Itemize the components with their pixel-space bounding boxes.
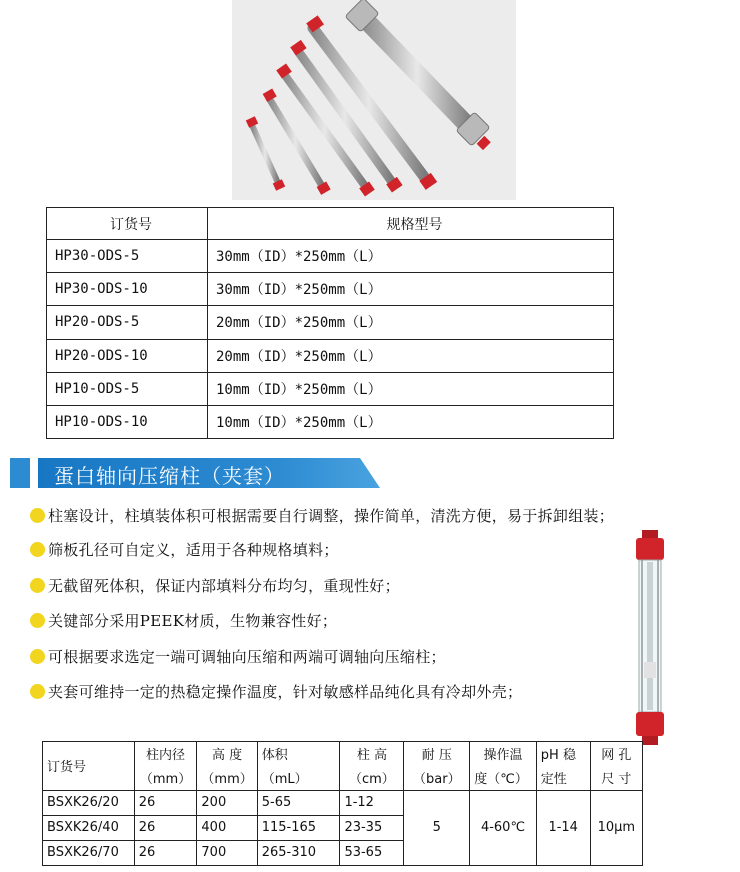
header-volume: 体积: [257, 742, 340, 766]
header-mesh: 网 孔: [590, 742, 642, 766]
table-row: [47, 405, 614, 438]
feature-text: 柱塞设计，柱填装体积可根据需要自行调整，操作简单，清洗方便，易于拆卸组装；: [48, 507, 615, 525]
bullet-dot-icon: [30, 542, 45, 557]
header-column-height: 柱 高: [340, 742, 404, 766]
cell-height: 700: [197, 840, 257, 865]
cell-volume: 265-310: [257, 840, 340, 865]
bullet-dot-icon: [30, 613, 45, 628]
header-spec-model: 规格型号: [208, 208, 614, 240]
cell-spec: 10mm（ID）*250mm（L）: [208, 405, 614, 438]
cell-column-height: 53-65: [340, 840, 404, 865]
feature-text: 关键部分采用PEEK材质，生物兼容性好；: [48, 612, 338, 630]
list-item: [30, 575, 400, 597]
cell-ph: 1-14: [536, 790, 590, 865]
table-row: [47, 273, 614, 306]
spec-table-header: [47, 208, 614, 240]
columns-illustration: [232, 0, 516, 200]
columns-product-photo: [232, 0, 516, 200]
cell-mesh: 10μm: [590, 790, 642, 865]
header-pressure: 耐 压: [404, 742, 470, 766]
list-item: [30, 539, 339, 561]
header-inner-diameter: 柱内径: [134, 742, 197, 766]
cell-spec: 10mm（ID）*250mm（L）: [208, 372, 614, 405]
cell-order-number: HP10-ODS-5: [47, 372, 208, 405]
jacketed-column-photo: [626, 530, 678, 745]
bullet-dot-icon: [30, 508, 45, 523]
cell-column-height: 23-35: [340, 815, 404, 840]
table-row: [47, 240, 614, 273]
cell-spec: 30mm（ID）*250mm（L）: [208, 273, 614, 306]
cell-order-number: HP10-ODS-10: [47, 405, 208, 438]
header-ph: pH 稳: [536, 742, 590, 766]
unit-ph: 定性: [536, 766, 590, 790]
cell-temperature: 4-60℃: [470, 790, 537, 865]
cell-volume: 5-65: [257, 790, 340, 815]
header-temperature: 操作温: [470, 742, 537, 766]
bullet-dot-icon: [30, 578, 45, 593]
feature-text: 夹套可维持一定的热稳定操作温度，针对敏感样品纯化具有冷却外壳；: [48, 683, 523, 701]
cell-spec: 30mm（ID）*250mm（L）: [208, 240, 614, 273]
column-4: [290, 40, 402, 193]
column-5: [306, 15, 437, 190]
cell-order-number: HP30-ODS-10: [47, 273, 208, 306]
table-row: [47, 372, 614, 405]
header-height: 高 度: [197, 742, 257, 766]
unit-volume: （mL）: [257, 766, 340, 790]
cell-order-number: HP20-ODS-5: [47, 306, 208, 339]
table-row: [47, 306, 614, 339]
unit-column-height: （cm）: [340, 766, 404, 790]
bullet-dot-icon: [30, 649, 45, 664]
spec-table: [46, 207, 614, 439]
unit-inner-diameter: （mm）: [134, 766, 197, 790]
cell-order-number: BSXK26/40: [43, 815, 135, 840]
cell-spec: 20mm（ID）*250mm（L）: [208, 306, 614, 339]
cell-inner-diameter: 26: [134, 840, 197, 865]
jacketed-column-illustration: [626, 530, 678, 745]
bsxk-header-row-top: [43, 742, 643, 766]
bsxk-table: [42, 741, 643, 866]
cell-inner-diameter: 26: [134, 815, 197, 840]
cell-inner-diameter: 26: [134, 790, 197, 815]
feature-text: 无截留死体积，保证内部填料分布均匀，重现性好；: [48, 577, 400, 595]
header-order-number: 订货号: [47, 208, 208, 240]
cell-pressure: 5: [404, 790, 470, 865]
table-row: [47, 339, 614, 372]
cell-column-height: 1-12: [340, 790, 404, 815]
section-marker: [10, 458, 30, 488]
cell-height: 200: [197, 790, 257, 815]
cell-order-number: BSXK26/70: [43, 840, 135, 865]
table-row: [43, 790, 643, 815]
bullet-dot-icon: [30, 684, 45, 699]
list-item: [30, 610, 337, 632]
column-6: [345, 0, 491, 150]
feature-text: 可根据要求选定一端可调轴向压缩和两端可调轴向压缩柱；: [48, 648, 446, 666]
cell-volume: 115-165: [257, 815, 340, 840]
cell-order-number: BSXK26/20: [43, 790, 135, 815]
section-title: 蛋白轴向压缩柱（夹套）: [54, 464, 285, 488]
header-order-number: 订货号: [43, 742, 135, 791]
cell-order-number: HP20-ODS-10: [47, 339, 208, 372]
unit-height: （mm）: [197, 766, 257, 790]
column-1: [246, 116, 285, 190]
list-item: [30, 681, 522, 703]
cell-order-number: HP30-ODS-5: [47, 240, 208, 273]
cell-spec: 20mm（ID）*250mm（L）: [208, 339, 614, 372]
feature-text: 筛板孔径可自定义，适用于各种规格填料；: [48, 541, 339, 559]
unit-pressure: （bar）: [404, 766, 470, 790]
unit-temperature: 度（℃）: [470, 766, 537, 790]
list-item: [30, 646, 446, 668]
list-item: [30, 505, 614, 527]
unit-mesh: 尺 寸: [590, 766, 642, 790]
cell-height: 400: [197, 815, 257, 840]
section-header: [10, 458, 380, 488]
